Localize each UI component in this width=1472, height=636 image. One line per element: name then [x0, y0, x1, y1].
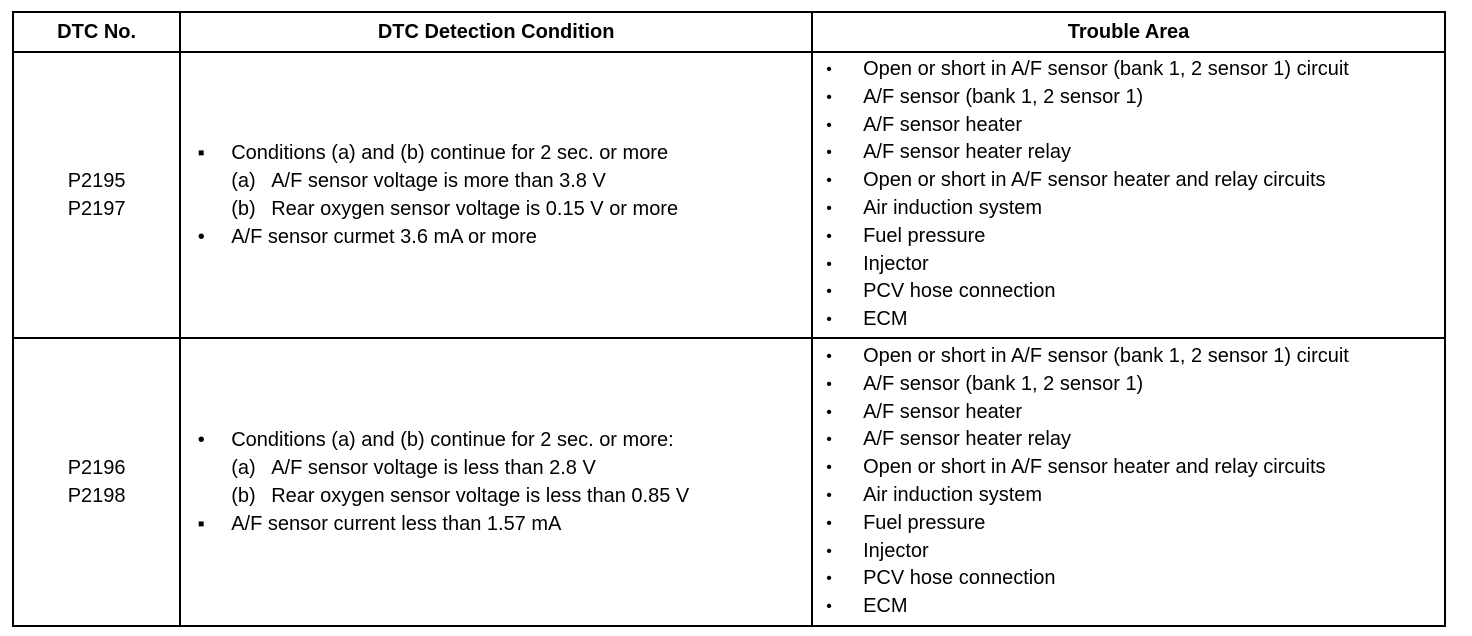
bullet-icon: • — [826, 598, 832, 616]
condition-main — [191, 426, 811, 454]
round-bullet-icon: • — [197, 226, 205, 248]
condition-sub-text: A/F sensor voltage is more than 3.8 V — [271, 170, 606, 192]
dtc-code: P2196 — [67, 457, 126, 479]
round-bullet-icon: • — [197, 429, 205, 451]
dtc-code: P2197 — [67, 198, 126, 220]
condition-sub-label: (b) — [231, 198, 256, 220]
square-bullet-icon: ▪ — [197, 513, 205, 535]
list-item: • Injector — [823, 251, 1444, 279]
bullet-icon: • — [826, 375, 832, 393]
condition-sub-a — [191, 454, 811, 482]
condition-second — [191, 223, 811, 251]
bullet-icon: • — [826, 172, 832, 190]
condition-main-text: Conditions (a) and (b) continue for 2 sec. or more: — [231, 429, 674, 451]
list-item: • A/F sensor heater relay — [823, 426, 1444, 454]
bullet-icon: • — [826, 311, 832, 329]
bullet-icon: • — [826, 255, 832, 273]
dtc-code: P2195 — [67, 170, 126, 192]
dtc-code: P2198 — [67, 485, 126, 507]
condition-sub-label: (a) — [231, 457, 256, 479]
bullet-icon: • — [826, 144, 832, 162]
condition-sub-text: Rear oxygen sensor voltage is less than 0.85 V — [271, 485, 690, 507]
bullet-icon: • — [826, 200, 832, 217]
bullet-icon: • — [826, 88, 832, 106]
condition-second — [191, 510, 811, 538]
header-detection-condition: DTC Detection Condition — [180, 12, 812, 52]
list-item: • ECM — [823, 306, 1444, 334]
condition-main-text: Conditions (a) and (b) continue for 2 sec. or more — [231, 142, 669, 164]
trouble-area-cell — [812, 52, 1445, 338]
condition-main — [191, 139, 811, 167]
list-item: • Open or short in A/F sensor heater and relay circuits — [823, 454, 1444, 482]
square-bullet-icon: ▪ — [197, 142, 205, 164]
condition-sub-text: A/F sensor voltage is less than 2.8 V — [271, 457, 596, 479]
bullet-icon: • — [826, 403, 832, 421]
bullet-icon: • — [826, 431, 832, 449]
bullet-icon: • — [826, 542, 832, 560]
bullet-icon: • — [826, 459, 832, 477]
table-row — [13, 338, 1445, 626]
trouble-area-list — [823, 343, 1444, 621]
bullet-icon: • — [826, 348, 832, 366]
list-item: • A/F sensor heater relay — [823, 139, 1444, 167]
detection-condition-cell — [180, 338, 812, 626]
list-item: • Air induction system — [823, 195, 1444, 223]
list-item: • Injector — [823, 538, 1444, 566]
bullet-icon: • — [826, 227, 832, 245]
list-item: • Open or short in A/F sensor (bank 1, 2 sensor 1) circuit — [823, 56, 1444, 84]
trouble-area-cell — [812, 338, 1445, 626]
list-item: • Fuel pressure — [823, 510, 1444, 538]
bullet-icon: • — [826, 61, 832, 79]
condition-second-text: A/F sensor curmet 3.6 mA or more — [231, 226, 537, 248]
list-item: • Air induction system — [823, 482, 1444, 510]
condition-sub-b — [191, 195, 811, 223]
condition-sub-a — [191, 167, 811, 195]
bullet-icon: • — [826, 116, 832, 134]
table-row — [13, 52, 1445, 338]
list-item: • A/F sensor (bank 1, 2 sensor 1) — [823, 371, 1444, 399]
list-item: • PCV hose connection — [823, 278, 1444, 306]
bullet-icon: • — [826, 283, 832, 301]
list-item: • A/F sensor (bank 1, 2 sensor 1) — [823, 84, 1444, 112]
detection-condition-cell — [180, 52, 812, 338]
header-row — [13, 12, 1445, 52]
condition-sub-label: (a) — [231, 170, 256, 192]
trouble-area-list — [823, 56, 1444, 334]
bullet-icon: • — [826, 514, 832, 532]
bullet-icon: • — [826, 487, 832, 504]
list-item: • Fuel pressure — [823, 223, 1444, 251]
header-dtc-no: DTC No. — [13, 12, 180, 52]
list-item: • Open or short in A/F sensor (bank 1, 2 sensor 1) circuit — [823, 343, 1444, 371]
condition-second-text: A/F sensor current less than 1.57 mA — [231, 513, 562, 535]
dtc-code-cell — [13, 52, 180, 338]
condition-sub-b — [191, 482, 811, 510]
dtc-table — [12, 11, 1446, 627]
bullet-icon: • — [826, 570, 832, 588]
list-item: • PCV hose connection — [823, 565, 1444, 593]
dtc-code-cell — [13, 338, 180, 626]
list-item: • A/F sensor heater — [823, 112, 1444, 140]
list-item: • ECM — [823, 593, 1444, 621]
list-item: • A/F sensor heater — [823, 399, 1444, 427]
header-trouble-area: Trouble Area — [812, 12, 1445, 52]
condition-sub-text: Rear oxygen sensor voltage is 0.15 V or more — [271, 198, 679, 220]
condition-sub-label: (b) — [231, 485, 256, 507]
list-item: • Open or short in A/F sensor heater and relay circuits — [823, 167, 1444, 195]
